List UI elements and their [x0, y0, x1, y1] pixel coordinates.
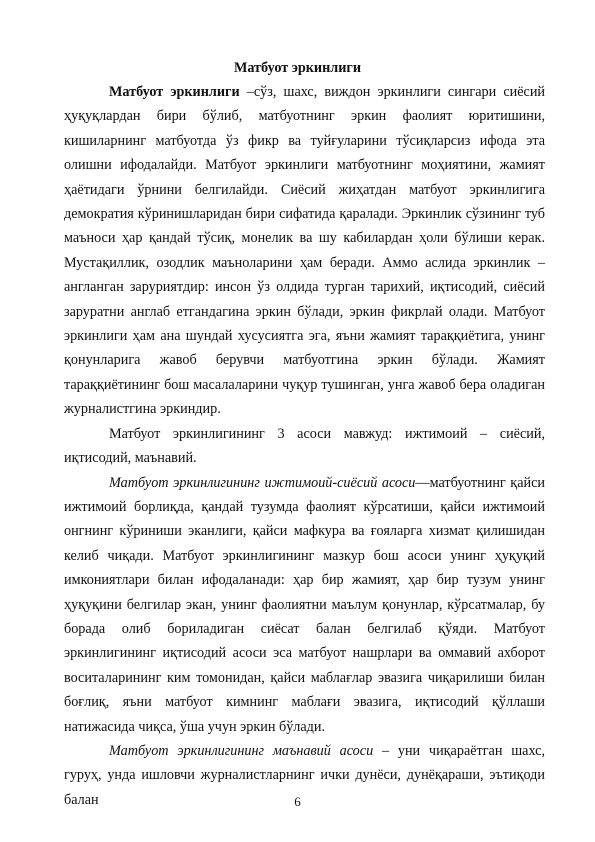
- paragraph-3: [64, 471, 545, 739]
- paragraph-1: [64, 80, 545, 422]
- paragraph-4-text: – уни чиқараётган шахс, гуруҳ, унда ишловчи журналистларнинг ички дунёси, дунёқараши, эътиқоди балан: [64, 742, 545, 808]
- paragraph-1-lead: Матбуот эркинлиги: [109, 84, 240, 100]
- paragraph-3-text: —матбуотнинг қайси ижтимоий борлиқда, қандай тузумда фаолият кўрсатиши, қайси ижтимоий онгнинг кўриниши эканлиги, қайси мафкура ва ғояларга хизмат қилишидан келиб чиқади. Матбуот эркинлигининг мазкур бош асоси унинг ҳуқуқий имкониятлари билан ифодаланади: ҳар бир жамият, ҳар бир тузум унинг ҳуқуқини белгилар экан, унинг фаолиятни маълум қонунлар, кўрсатмалар, бу борада олиб бориладиган сиёсат балан белгилаб қўяди. Матбуот эркинлигининг иқтисодий асоси эса матбуот нашрлари ва оммавий ахборот воситаларининг ким томонидан, қайси маблағлар эвазига чиқарилиши билан боғлиқ, яъни матбуот кимнинг маблағи эвазига, иқтисодий қўллаши натижасида чиқса, ўша учун эркин бўлади.: [64, 474, 545, 735]
- page-number: 6: [294, 794, 301, 809]
- document-body: [64, 80, 545, 812]
- paragraph-4-lead: Матбуот эркинлигининг маънавий асоси: [109, 742, 374, 759]
- paragraph-2: Матбуот эркинлигининг 3 асоси мавжуд: ижтимоий – сиёсий, иқтисодий, маънавий.: [64, 425, 545, 467]
- page-title: Матбуот эркинлиги: [233, 60, 362, 76]
- paragraph-3-lead: Матбуот эркинлигининг ижтимоий-сиёсий асоси: [109, 474, 416, 491]
- paragraph-1-text: –сўз, шахс, виждон эркинлиги сингари сиёсий ҳуқуқлардан бири бўлиб, матбуотнинг эркин фаолият юритишини, кишиларнинг матбуотда ўз фикр ва туйғуларини тўсиқларсиз ифода эта олишни ифодалайди. Матбуот эркинлиги матбуотнинг моҳиятини, жамият ҳаётидаги ўрнини белгилайди. Сиёсий жиҳатдан матбуот эркинлигига демократия кўринишларидан бири сифатида қаралади. Эркинлик сўзининг туб маъноси ҳар қандай тўсиқ, монелик ва шу кабилардан ҳоли бўлиши керак. Мустақиллик, озодлик маъноларини ҳам беради. Аммо аслида эркинлик – англанган заруриятдир: инсон ўз олдида турган тарихий, иқтисодий, сиёсий заруратни англаб етгандагина эркин бўлади, эркин фикрлай олади. Матбуот эркинлиги ҳам ана шундай хусусиятга эга, яъни жамият тараққиётига, унинг қонунларига жавоб берувчи матбуотгина эркин бўлади. Жамият тараққиётининг бош масалаларини чуқур тушинган, унга жавоб бера оладиган журналистгина эркиндир.: [64, 84, 545, 418]
